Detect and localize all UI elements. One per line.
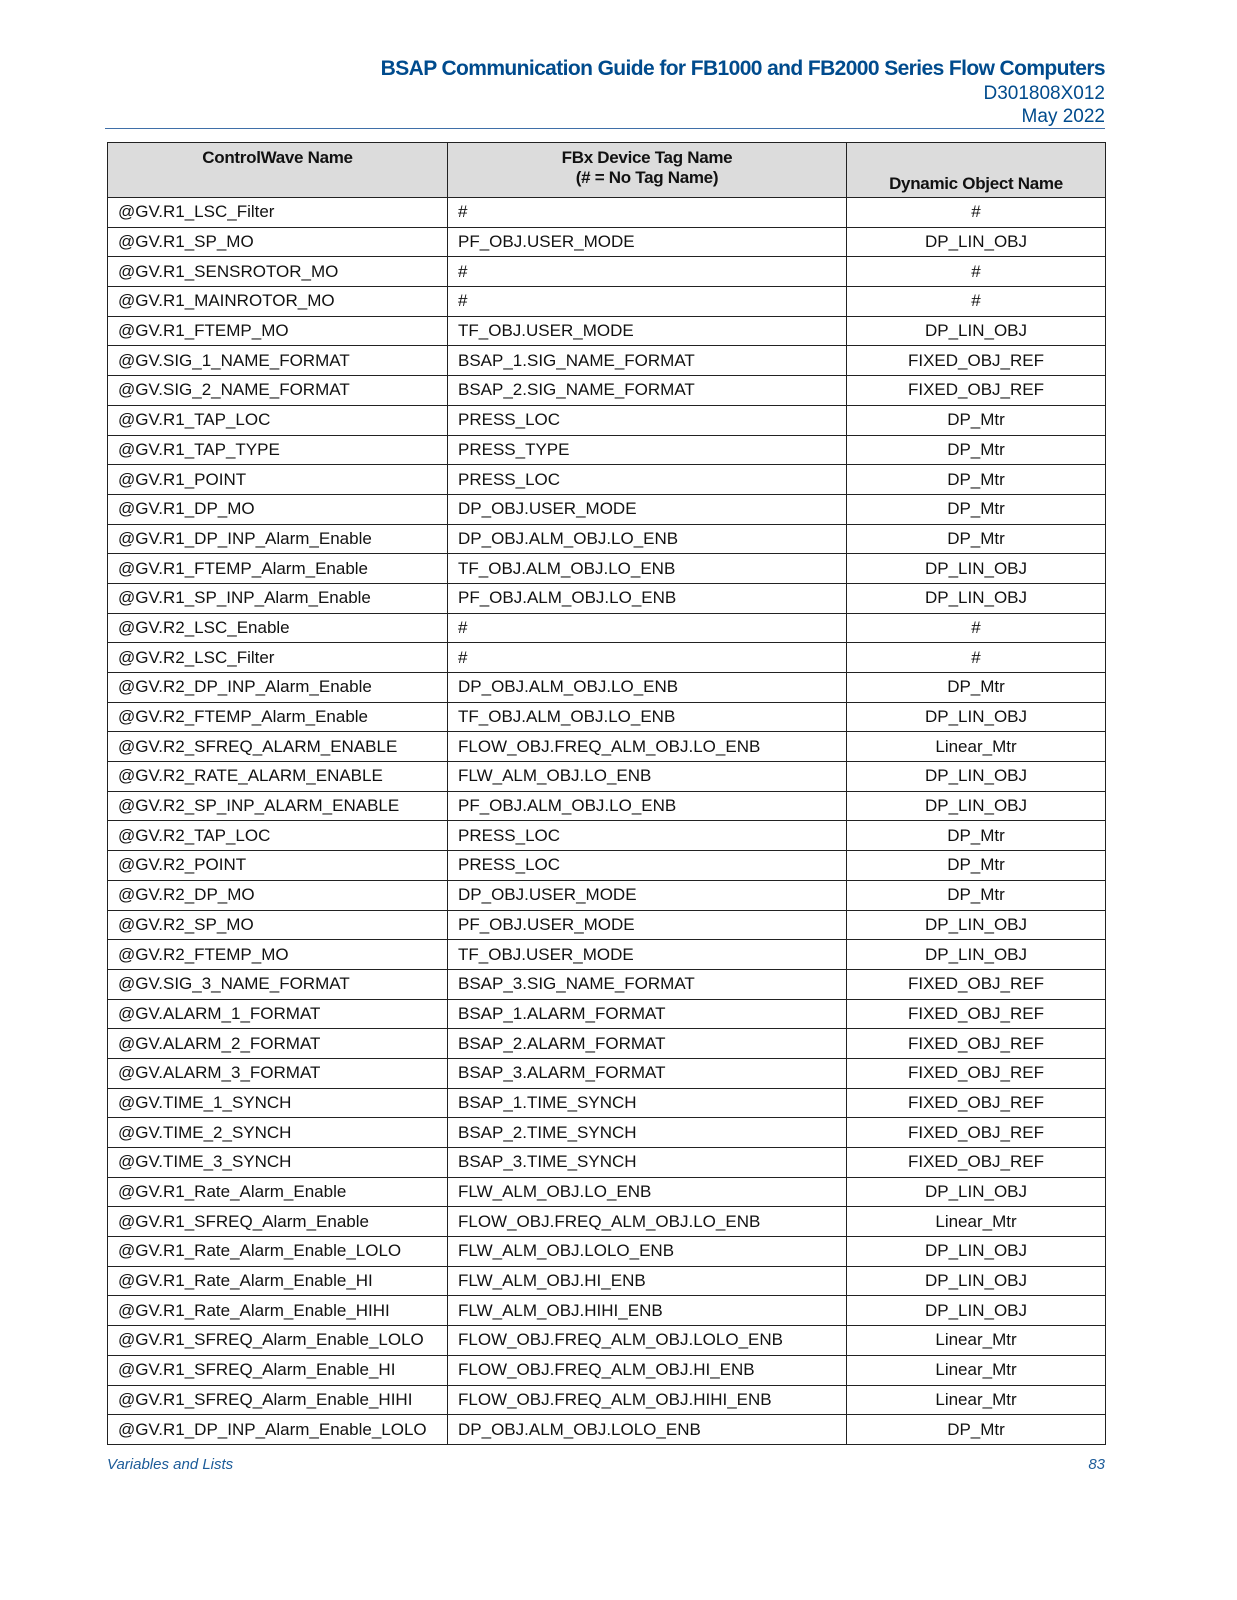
cell-fbx-tag-name: FLW_ALM_OBJ.LOLO_ENB <box>448 1237 847 1267</box>
cell-dynamic-object-name: FIXED_OBJ_REF <box>847 1088 1106 1118</box>
cell-fbx-tag-name: BSAP_3.SIG_NAME_FORMAT <box>448 969 847 999</box>
cell-controlwave-name: @GV.R1_SFREQ_Alarm_Enable_HIHI <box>108 1385 448 1415</box>
cell-fbx-tag-name: TF_OBJ.ALM_OBJ.LO_ENB <box>448 702 847 732</box>
cell-controlwave-name: @GV.R1_TAP_TYPE <box>108 435 448 465</box>
cell-dynamic-object-name: DP_LIN_OBJ <box>847 1296 1106 1326</box>
cell-fbx-tag-name: DP_OBJ.USER_MODE <box>448 494 847 524</box>
table-row <box>108 851 1106 881</box>
table-body <box>108 198 1106 1445</box>
cell-dynamic-object-name: DP_Mtr <box>847 1415 1106 1445</box>
cell-dynamic-object-name: DP_LIN_OBJ <box>847 1237 1106 1267</box>
table-row <box>108 940 1106 970</box>
cell-fbx-tag-name: FLOW_OBJ.FREQ_ALM_OBJ.LO_ENB <box>448 1207 847 1237</box>
cell-fbx-tag-name: BSAP_1.TIME_SYNCH <box>448 1088 847 1118</box>
table-row <box>108 198 1106 228</box>
cell-controlwave-name: @GV.R1_Rate_Alarm_Enable_HI <box>108 1266 448 1296</box>
table-row <box>108 465 1106 495</box>
cell-dynamic-object-name: FIXED_OBJ_REF <box>847 376 1106 406</box>
cell-fbx-tag-name: PRESS_LOC <box>448 851 847 881</box>
cell-controlwave-name: @GV.R1_FTEMP_MO <box>108 316 448 346</box>
cell-dynamic-object-name: DP_LIN_OBJ <box>847 791 1106 821</box>
cell-fbx-tag-name: FLOW_OBJ.FREQ_ALM_OBJ.HIHI_ENB <box>448 1385 847 1415</box>
cell-dynamic-object-name: DP_Mtr <box>847 673 1106 703</box>
cell-controlwave-name: @GV.R1_Rate_Alarm_Enable <box>108 1177 448 1207</box>
cell-controlwave-name: @GV.R1_POINT <box>108 465 448 495</box>
cell-fbx-tag-name: FLW_ALM_OBJ.HIHI_ENB <box>448 1296 847 1326</box>
cell-dynamic-object-name: DP_Mtr <box>847 880 1106 910</box>
table-row <box>108 1385 1106 1415</box>
cell-dynamic-object-name: DP_LIN_OBJ <box>847 762 1106 792</box>
cell-controlwave-name: @GV.R1_DP_MO <box>108 494 448 524</box>
table-row <box>108 316 1106 346</box>
cell-fbx-tag-name: TF_OBJ.USER_MODE <box>448 316 847 346</box>
cell-fbx-tag-name: BSAP_1.ALARM_FORMAT <box>448 999 847 1029</box>
table-row <box>108 821 1106 851</box>
cell-fbx-tag-name: FLOW_OBJ.FREQ_ALM_OBJ.LOLO_ENB <box>448 1326 847 1356</box>
footer-section: Variables and Lists <box>107 1456 234 1473</box>
cell-controlwave-name: @GV.SIG_1_NAME_FORMAT <box>108 346 448 376</box>
table-row <box>108 257 1106 287</box>
cell-controlwave-name: @GV.TIME_2_SYNCH <box>108 1118 448 1148</box>
cell-dynamic-object-name: DP_LIN_OBJ <box>847 554 1106 584</box>
page-number: 83 <box>1088 1456 1105 1473</box>
table-row <box>108 762 1106 792</box>
header-fbx-device-tag-name <box>448 143 847 198</box>
cell-dynamic-object-name: FIXED_OBJ_REF <box>847 1118 1106 1148</box>
cell-controlwave-name: @GV.R1_SFREQ_Alarm_Enable_LOLO <box>108 1326 448 1356</box>
cell-dynamic-object-name: DP_LIN_OBJ <box>847 1266 1106 1296</box>
table-row <box>108 554 1106 584</box>
cell-fbx-tag-name: FLW_ALM_OBJ.LO_ENB <box>448 1177 847 1207</box>
cell-dynamic-object-name: FIXED_OBJ_REF <box>847 1058 1106 1088</box>
table-row <box>108 613 1106 643</box>
cell-dynamic-object-name: Linear_Mtr <box>847 732 1106 762</box>
cell-fbx-tag-name: # <box>448 643 847 673</box>
cell-fbx-tag-name: # <box>448 198 847 228</box>
cell-fbx-tag-name: # <box>448 287 847 317</box>
cell-controlwave-name: @GV.R2_DP_MO <box>108 880 448 910</box>
table-row <box>108 346 1106 376</box>
cell-controlwave-name: @GV.SIG_2_NAME_FORMAT <box>108 376 448 406</box>
cell-fbx-tag-name: FLOW_OBJ.FREQ_ALM_OBJ.HI_ENB <box>448 1355 847 1385</box>
cell-dynamic-object-name: Linear_Mtr <box>847 1207 1106 1237</box>
cell-controlwave-name: @GV.R1_DP_INP_Alarm_Enable <box>108 524 448 554</box>
cell-controlwave-name: @GV.R2_SP_MO <box>108 910 448 940</box>
table-row <box>108 524 1106 554</box>
table-row <box>108 1266 1106 1296</box>
variables-table <box>107 142 1106 1445</box>
cell-controlwave-name: @GV.R1_Rate_Alarm_Enable_HIHI <box>108 1296 448 1326</box>
table-row <box>108 643 1106 673</box>
table-row <box>108 732 1106 762</box>
cell-dynamic-object-name: FIXED_OBJ_REF <box>847 969 1106 999</box>
cell-fbx-tag-name: DP_OBJ.ALM_OBJ.LO_ENB <box>448 673 847 703</box>
cell-dynamic-object-name: # <box>847 257 1106 287</box>
cell-dynamic-object-name: DP_LIN_OBJ <box>847 940 1106 970</box>
cell-fbx-tag-name: DP_OBJ.ALM_OBJ.LO_ENB <box>448 524 847 554</box>
cell-dynamic-object-name: DP_Mtr <box>847 524 1106 554</box>
cell-fbx-tag-name: PF_OBJ.ALM_OBJ.LO_ENB <box>448 583 847 613</box>
cell-dynamic-object-name: DP_LIN_OBJ <box>847 1177 1106 1207</box>
table-row <box>108 583 1106 613</box>
cell-fbx-tag-name: BSAP_2.TIME_SYNCH <box>448 1118 847 1148</box>
cell-controlwave-name: @GV.R1_FTEMP_Alarm_Enable <box>108 554 448 584</box>
cell-controlwave-name: @GV.R2_FTEMP_Alarm_Enable <box>108 702 448 732</box>
table-row <box>108 1355 1106 1385</box>
cell-controlwave-name: @GV.TIME_3_SYNCH <box>108 1148 448 1178</box>
cell-dynamic-object-name: DP_Mtr <box>847 821 1106 851</box>
cell-dynamic-object-name: # <box>847 643 1106 673</box>
cell-dynamic-object-name: Linear_Mtr <box>847 1385 1106 1415</box>
cell-controlwave-name: @GV.R1_Rate_Alarm_Enable_LOLO <box>108 1237 448 1267</box>
table-header-row <box>108 143 1106 198</box>
table-row <box>108 376 1106 406</box>
cell-fbx-tag-name: TF_OBJ.USER_MODE <box>448 940 847 970</box>
table-row <box>108 1237 1106 1267</box>
table-row <box>108 1148 1106 1178</box>
cell-fbx-tag-name: FLW_ALM_OBJ.LO_ENB <box>448 762 847 792</box>
header-dynamic-object-name: Dynamic Object Name <box>847 143 1106 198</box>
cell-fbx-tag-name: BSAP_2.SIG_NAME_FORMAT <box>448 376 847 406</box>
document-date: May 2022 <box>1021 106 1105 127</box>
table-row <box>108 702 1106 732</box>
cell-controlwave-name: @GV.R1_LSC_Filter <box>108 198 448 228</box>
cell-dynamic-object-name: DP_Mtr <box>847 494 1106 524</box>
cell-controlwave-name: @GV.R1_SP_INP_Alarm_Enable <box>108 583 448 613</box>
table-row <box>108 1415 1106 1445</box>
cell-controlwave-name: @GV.R2_FTEMP_MO <box>108 940 448 970</box>
cell-fbx-tag-name: FLOW_OBJ.FREQ_ALM_OBJ.LO_ENB <box>448 732 847 762</box>
cell-controlwave-name: @GV.R2_LSC_Filter <box>108 643 448 673</box>
cell-fbx-tag-name: TF_OBJ.ALM_OBJ.LO_ENB <box>448 554 847 584</box>
cell-fbx-tag-name: PRESS_LOC <box>448 821 847 851</box>
cell-controlwave-name: @GV.R2_SP_INP_ALARM_ENABLE <box>108 791 448 821</box>
cell-controlwave-name: @GV.R2_TAP_LOC <box>108 821 448 851</box>
table-row <box>108 673 1106 703</box>
table-row <box>108 405 1106 435</box>
cell-dynamic-object-name: DP_Mtr <box>847 465 1106 495</box>
cell-dynamic-object-name: DP_LIN_OBJ <box>847 227 1106 257</box>
cell-controlwave-name: @GV.R1_TAP_LOC <box>108 405 448 435</box>
cell-dynamic-object-name: FIXED_OBJ_REF <box>847 1148 1106 1178</box>
cell-fbx-tag-name: DP_OBJ.ALM_OBJ.LOLO_ENB <box>448 1415 847 1445</box>
cell-controlwave-name: @GV.R1_SFREQ_Alarm_Enable <box>108 1207 448 1237</box>
cell-controlwave-name: @GV.R2_RATE_ALARM_ENABLE <box>108 762 448 792</box>
cell-fbx-tag-name: FLW_ALM_OBJ.HI_ENB <box>448 1266 847 1296</box>
table-row <box>108 227 1106 257</box>
cell-fbx-tag-name: PRESS_LOC <box>448 405 847 435</box>
cell-fbx-tag-name: # <box>448 257 847 287</box>
cell-dynamic-object-name: DP_Mtr <box>847 435 1106 465</box>
cell-controlwave-name: @GV.ALARM_2_FORMAT <box>108 1029 448 1059</box>
document-header <box>107 56 1105 128</box>
table-row <box>108 287 1106 317</box>
cell-controlwave-name: @GV.ALARM_1_FORMAT <box>108 999 448 1029</box>
cell-fbx-tag-name: PF_OBJ.USER_MODE <box>448 227 847 257</box>
cell-fbx-tag-name: # <box>448 613 847 643</box>
table-row <box>108 1088 1106 1118</box>
cell-controlwave-name: @GV.TIME_1_SYNCH <box>108 1088 448 1118</box>
cell-controlwave-name: @GV.SIG_3_NAME_FORMAT <box>108 969 448 999</box>
cell-dynamic-object-name: # <box>847 198 1106 228</box>
cell-dynamic-object-name: # <box>847 613 1106 643</box>
cell-dynamic-object-name: DP_Mtr <box>847 851 1106 881</box>
cell-controlwave-name: @GV.R1_DP_INP_Alarm_Enable_LOLO <box>108 1415 448 1445</box>
cell-dynamic-object-name: Linear_Mtr <box>847 1355 1106 1385</box>
table-row <box>108 969 1106 999</box>
table-row <box>108 791 1106 821</box>
table-row <box>108 1058 1106 1088</box>
table-row <box>108 1177 1106 1207</box>
cell-controlwave-name: @GV.R2_POINT <box>108 851 448 881</box>
cell-fbx-tag-name: BSAP_3.ALARM_FORMAT <box>448 1058 847 1088</box>
cell-fbx-tag-name: PF_OBJ.ALM_OBJ.LO_ENB <box>448 791 847 821</box>
table-row <box>108 435 1106 465</box>
document-title: BSAP Communication Guide for FB1000 and FB2000 Series Flow Computers <box>380 57 1105 80</box>
table-row <box>108 1118 1106 1148</box>
cell-fbx-tag-name: PRESS_LOC <box>448 465 847 495</box>
cell-dynamic-object-name: DP_Mtr <box>847 405 1106 435</box>
cell-fbx-tag-name: BSAP_2.ALARM_FORMAT <box>448 1029 847 1059</box>
table-row <box>108 999 1106 1029</box>
cell-fbx-tag-name: PRESS_TYPE <box>448 435 847 465</box>
cell-dynamic-object-name: DP_LIN_OBJ <box>847 702 1106 732</box>
cell-dynamic-object-name: DP_LIN_OBJ <box>847 583 1106 613</box>
cell-fbx-tag-name: DP_OBJ.USER_MODE <box>448 880 847 910</box>
cell-controlwave-name: @GV.R1_SP_MO <box>108 227 448 257</box>
cell-dynamic-object-name: FIXED_OBJ_REF <box>847 999 1106 1029</box>
cell-dynamic-object-name: DP_LIN_OBJ <box>847 910 1106 940</box>
cell-dynamic-object-name: FIXED_OBJ_REF <box>847 346 1106 376</box>
header-rule <box>105 128 1105 129</box>
table-row <box>108 880 1106 910</box>
header-fbx-line2: (# = No Tag Name) <box>575 168 719 187</box>
cell-dynamic-object-name: FIXED_OBJ_REF <box>847 1029 1106 1059</box>
cell-controlwave-name: @GV.R2_SFREQ_ALARM_ENABLE <box>108 732 448 762</box>
cell-dynamic-object-name: DP_LIN_OBJ <box>847 316 1106 346</box>
header-controlwave-name: ControlWave Name <box>108 143 448 198</box>
document-number: D301808X012 <box>983 83 1105 104</box>
table-row <box>108 1207 1106 1237</box>
cell-dynamic-object-name: # <box>847 287 1106 317</box>
cell-fbx-tag-name: PF_OBJ.USER_MODE <box>448 910 847 940</box>
cell-controlwave-name: @GV.R1_SENSROTOR_MO <box>108 257 448 287</box>
table-row <box>108 1029 1106 1059</box>
cell-dynamic-object-name: Linear_Mtr <box>847 1326 1106 1356</box>
cell-controlwave-name: @GV.R1_MAINROTOR_MO <box>108 287 448 317</box>
table-row <box>108 1296 1106 1326</box>
cell-controlwave-name: @GV.ALARM_3_FORMAT <box>108 1058 448 1088</box>
table-row <box>108 494 1106 524</box>
cell-fbx-tag-name: BSAP_3.TIME_SYNCH <box>448 1148 847 1178</box>
header-fbx-line1: FBx Device Tag Name <box>561 148 733 167</box>
cell-fbx-tag-name: BSAP_1.SIG_NAME_FORMAT <box>448 346 847 376</box>
table-row <box>108 1326 1106 1356</box>
cell-controlwave-name: @GV.R2_LSC_Enable <box>108 613 448 643</box>
table-row <box>108 910 1106 940</box>
cell-controlwave-name: @GV.R1_SFREQ_Alarm_Enable_HI <box>108 1355 448 1385</box>
cell-controlwave-name: @GV.R2_DP_INP_Alarm_Enable <box>108 673 448 703</box>
